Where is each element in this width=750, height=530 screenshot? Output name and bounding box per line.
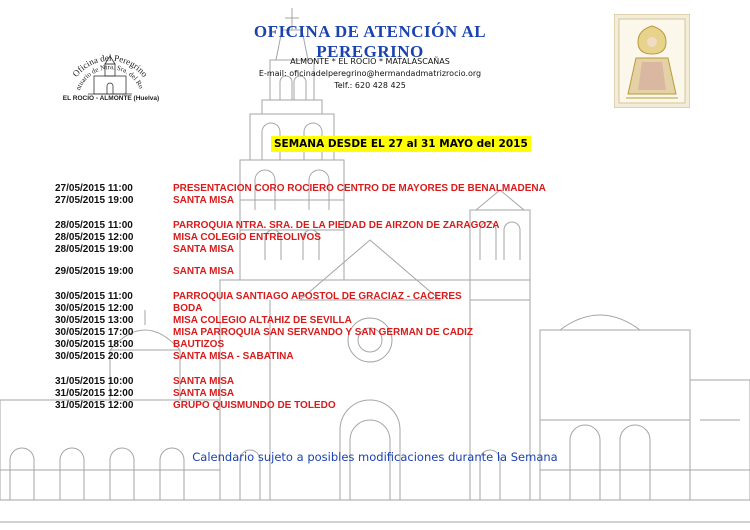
schedule-row bbox=[0, 291, 750, 303]
schedule-row bbox=[0, 315, 750, 327]
email-line: E-mail: oficinadelperegrino@hermandadmatrizrocio.org bbox=[258, 69, 482, 78]
schedule-datetime: 30/05/2015 20:00 bbox=[55, 351, 134, 362]
schedule-datetime: 30/05/2015 11:00 bbox=[55, 291, 133, 302]
schedule-row bbox=[0, 327, 750, 339]
page-title: OFICINA DE ATENCIÓN AL PEREGRINO bbox=[253, 22, 487, 61]
schedule-event: MISA PARROQUIA SAN SERVANDO Y SAN GERMAN DE CADIZ bbox=[173, 327, 474, 338]
schedule-event: MISA COLEGIO ALTAHIZ DE SEVILLA bbox=[173, 315, 352, 326]
schedule-row bbox=[0, 303, 750, 315]
schedule-row bbox=[0, 351, 750, 363]
schedule-datetime: 28/05/2015 11:00 bbox=[55, 220, 133, 231]
schedule-row bbox=[0, 232, 750, 244]
schedule-event: MISA COLEGIO ENTREOLIVOS bbox=[173, 232, 321, 243]
schedule-datetime: 30/05/2015 12:00 bbox=[55, 303, 134, 314]
schedule-datetime: 30/05/2015 13:00 bbox=[55, 315, 134, 326]
schedule-event: PRESENTACION CORO ROCIERO CENTRO DE MAYORES DE BENALMADENA bbox=[173, 183, 546, 194]
schedule-event: PARROQUIA SANTIAGO APOSTOL DE GRACIAZ - CACERES bbox=[173, 291, 462, 302]
schedule-row bbox=[0, 400, 750, 412]
schedule-event: SANTA MISA bbox=[173, 376, 235, 387]
phone-line: Telf.: 620 428 425 bbox=[334, 81, 406, 90]
schedule-row bbox=[0, 339, 750, 351]
schedule-datetime: 28/05/2015 19:00 bbox=[55, 244, 134, 255]
schedule-datetime: 31/05/2015 10:00 bbox=[55, 376, 134, 387]
schedule-event: GRUPO QUISMUNDO DE TOLEDO bbox=[173, 400, 336, 411]
location-line: ALMONTE * EL ROCIO * MATALASCAÑAS bbox=[290, 57, 450, 66]
schedule-datetime: 28/05/2015 12:00 bbox=[55, 232, 134, 243]
schedule-row bbox=[0, 220, 750, 232]
seal-text-top: Oficina del Peregrino bbox=[70, 52, 150, 79]
disclaimer-note: Calendario sujeto a posibles modificaciones durante la Semana bbox=[192, 450, 558, 464]
week-banner: SEMANA DESDE EL 27 al 31 MAYO del 2015 bbox=[271, 136, 531, 152]
schedule-datetime: 30/05/2015 18:00 bbox=[55, 339, 134, 350]
schedule-event: SANTA MISA bbox=[173, 388, 235, 399]
schedule-event: PARROQUIA NTRA. SRA. DE LA PIEDAD DE AIRZON DE ZARAGOZA bbox=[173, 220, 500, 231]
schedule-row bbox=[0, 244, 750, 256]
schedule-datetime: 29/05/2015 19:00 bbox=[55, 266, 134, 277]
schedule-datetime: 31/05/2015 12:00 bbox=[55, 388, 134, 399]
schedule-event: BODA bbox=[173, 303, 203, 314]
schedule-event: BAUTIZOS bbox=[173, 339, 225, 350]
seal-text-mid: ntuario de Ntra. Sra. del Ro bbox=[74, 63, 146, 92]
schedule-row bbox=[0, 195, 750, 207]
schedule-event: SANTA MISA - SABATINA bbox=[173, 351, 294, 362]
schedule-row bbox=[0, 388, 750, 400]
logo-caption: EL ROCIO - ALMONTE (Huelva) bbox=[62, 95, 160, 102]
schedule-datetime: 31/05/2015 12:00 bbox=[55, 400, 134, 411]
schedule-event: SANTA MISA bbox=[173, 244, 235, 255]
schedule-event: SANTA MISA bbox=[173, 195, 235, 206]
schedule-datetime: 27/05/2015 11:00 bbox=[55, 183, 133, 194]
schedule-event: SANTA MISA bbox=[173, 266, 235, 277]
schedule-datetime: 30/05/2015 17:00 bbox=[55, 327, 134, 338]
schedule-row bbox=[0, 183, 750, 195]
schedule-row bbox=[0, 376, 750, 388]
schedule-datetime: 27/05/2015 19:00 bbox=[55, 195, 134, 206]
schedule-row bbox=[0, 266, 750, 278]
